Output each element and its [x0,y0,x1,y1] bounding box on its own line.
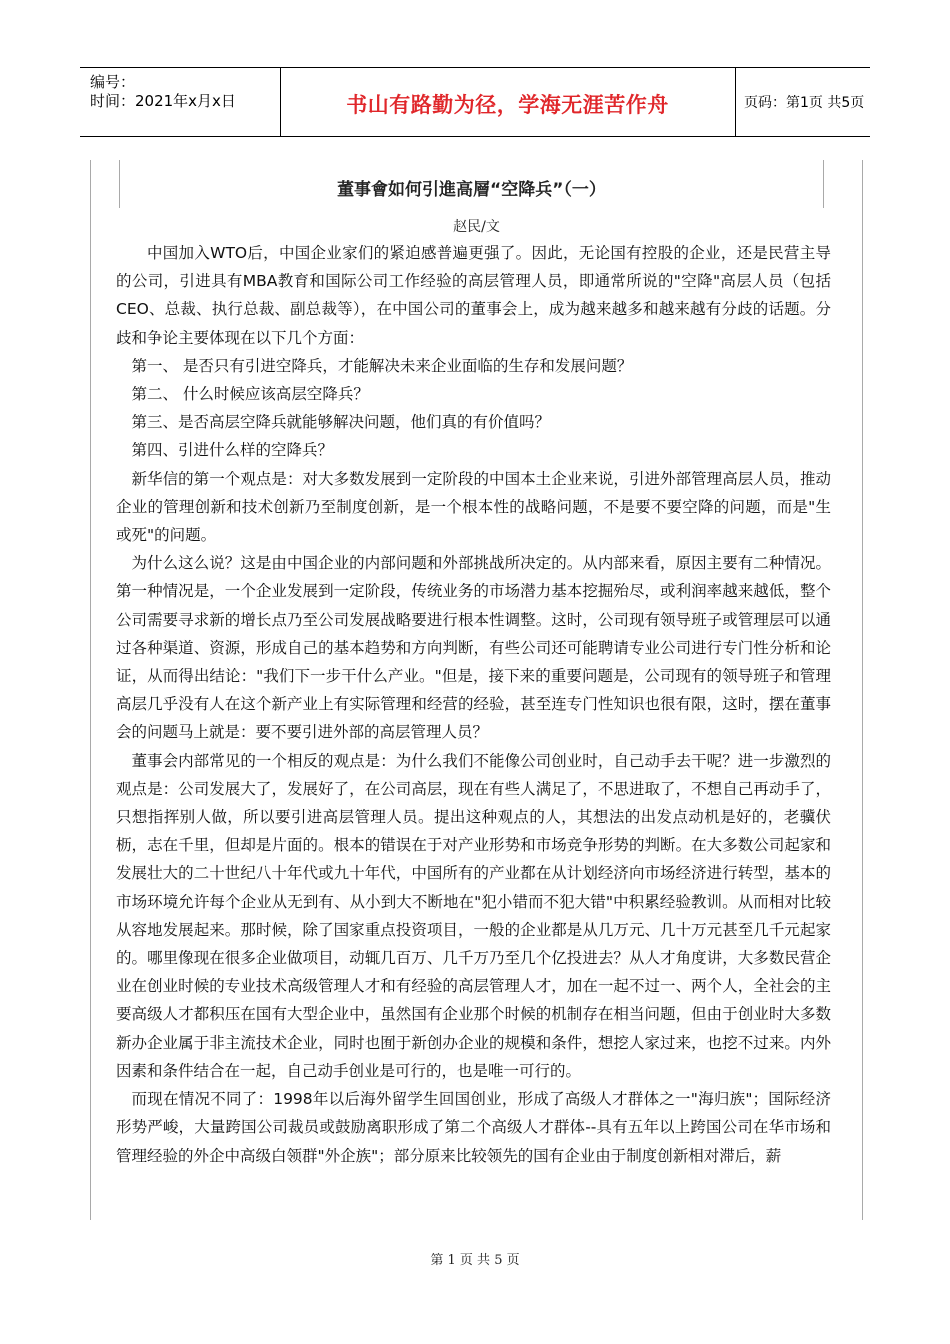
article-title: 董事會如何引進高層“空降兵”（一） [337,180,606,200]
question-item: 第四、引进什么样的空降兵？ [131,441,334,460]
title-box [119,160,824,208]
motto-text: 书山有路勤为径，学海无涯苦作舟 [346,93,669,117]
header-motto-cell [280,68,736,136]
paragraph: 而现在情况不同了：1998年以后海外留学生回国创业，形成了高级人才群体之一"海归族"；国际经济形势严峻，大量跨国公司裁员或鼓励离职形成了第二个高级人才群体--具有五年以上跨国公司在华市场和管理经验的外企中高级白领群"外企族"；部分原来比较领先的国有企业由于制度创新相对滞后，薪 [116,1090,831,1165]
article-body [116,239,831,1170]
question-item: 第二、 什么时候应该高层空降兵？ [131,385,369,404]
page-code: 页码：第1页 共5页 [744,95,865,111]
paragraph: 新华信的第一个观点是：对大多数发展到一定阶段的中国本土企业来说，引进外部管理高层人员，推动企业的管理创新和技术创新乃至制度创新，是一个根本性的战略问题，不是要不要空降的问题，而是"生或死"的问题。 [116,469,831,545]
header-table [80,67,870,137]
article-author: 赵民/文 [453,219,500,235]
paragraph: 中国加入WTO后，中国企业家们的紧迫感普遍更强了。因此，无论国有控股的企业，还是民营主导的公司，引进具有MBA教育和国际公司工作经验的高层管理人员，即通常所说的"空降"高层人员（包括CEO、总裁、执行总裁、副总裁等），在中国公司的董事会上，成为越来越多和越来越有分歧的话题。分歧和争论主要体现在以下几个方面： [116,244,831,347]
paragraph: 为什么这么说？这是由中国企业的内部问题和外部挑战所决定的。从内部来看，原因主要有二种情况。第一种情况是，一个企业发展到一定阶段，传统业务的市场潜力基本挖掘殆尽，或利润率越来越低，整个公司需要寻求新的增长点乃至公司发展战略要进行根本性调整。这时，公司现有领导班子或管理层可以通过各种渠道、资源，形成自己的基本趋势和方向判断，有些公司还可能聘请专业公司进行专门性分析和论证，从而得出结论："我们下一步干什么产业。"但是，接下来的重要问题是，公司现有的领导班子和管理高层几乎没有人在这个新产业上有实际管理和经营的经验，甚至连专门性知识也很有限，这时，摆在董事会的问题马上就是：要不要引进外部的高层管理人员？ [116,554,831,742]
header-page-cell [736,68,870,136]
question-item: 第一、 是否只有引进空降兵，才能解决未来企业面临的生存和发展问题？ [131,356,633,375]
page-footer: 第 1 页 共 5 页 [430,1253,520,1268]
article-frame [90,160,863,1220]
header-meta-cell [80,68,281,136]
date-label: 时间：2021年x月x日 [90,92,236,110]
question-item: 第三、是否高层空降兵就能够解决问题，他们真的有价值吗？ [131,413,551,432]
paragraph: 董事会内部常见的一个相反的观点是：为什么我们不能像公司创业时，自己动手去干呢？进一步激烈的观点是：公司发展大了，发展好了，在公司高层，现在有些人满足了，不思进取了，不想自己再动手了，只想指挥别人做，所以要引进高层管理人员。提出这种观点的人，其想法的出发点动机是好的，老骥伏枥，志在千里，但却是片面的。根本的错误在于对产业形势和市场竞争形势的判断。在大多数公司起家和发展壮大的二十世纪八十年代或九十年代，中国所有的产业都在从计划经济向市场经济进行转型，基本的市场环境允许每个企业从无到有、从小到大不断地在"犯小错而不犯大错"中积累经验教训。从而相对比较从容地发展起来。那时候，除了国家重点投资项目，一般的企业都是从几万元、几十万元甚至几千元起家的。哪里像现在很多企业做项目，动辄几百万、几千万乃至几个亿投进去？从人才角度讲，大多数民营企业在创业时候的专业技术高级管理人才和有经验的高层管理人才，加在一起不过一、两个人，全社会的主要高级人才都积压在国有大型企业中，虽然国有企业那个时候的机制存在相当问题，但由于创业时大多数新办企业属于非主流技术企业，同时也囿于新创办企业的规模和条件，想挖人家过来，也挖不过来。内外因素和条件结合在一起，自己动手创业是可行的，也是唯一可行的。 [116,751,831,1080]
serial-label: 编号： [90,73,136,91]
